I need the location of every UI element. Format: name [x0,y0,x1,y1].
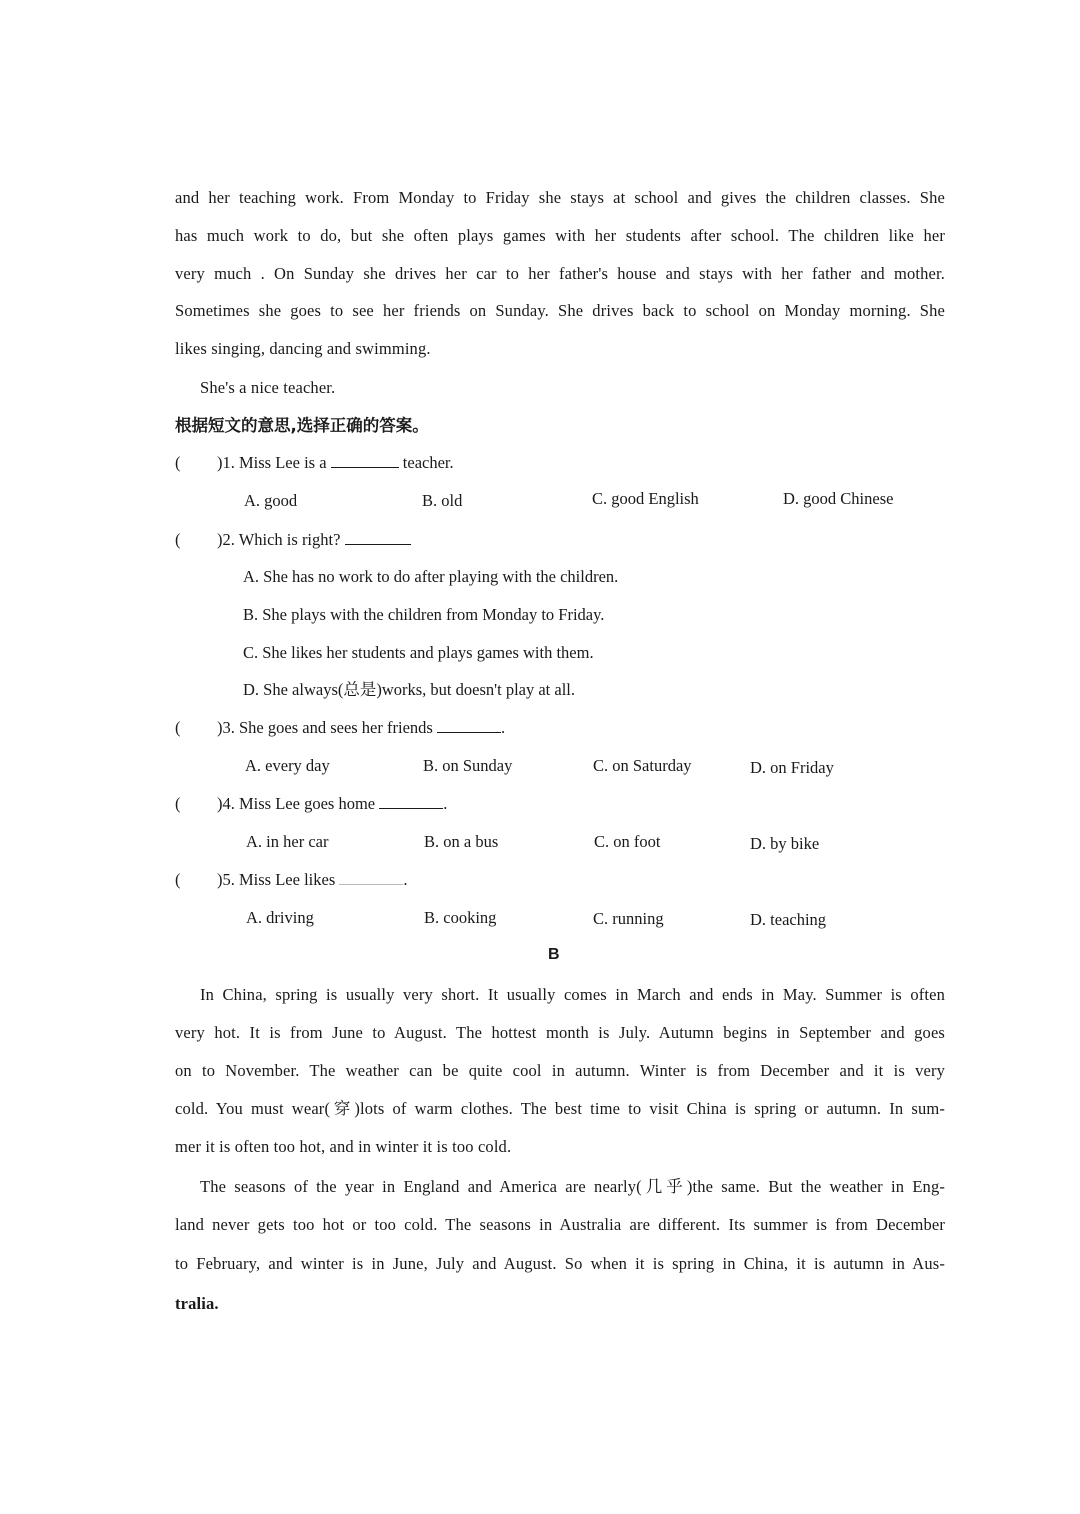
question-text: Miss Lee likes [239,870,336,889]
option: A. She has no work to do after playing with the children. [243,567,619,586]
option: B. cooking [424,908,497,927]
question-number: )2. [217,530,235,549]
answer-blank [379,794,443,809]
option: B. on Sunday [423,756,513,775]
option: C. She likes her students and plays games with them. [243,643,594,662]
option: D. on Friday [750,758,834,777]
option: C. running [593,909,664,928]
question-text: She goes and sees her friends [239,718,433,737]
question-after: . [443,794,448,813]
option: D. good Chinese [783,489,894,508]
question-after: . [403,870,408,889]
question-1 [175,452,454,474]
passage-a-line: likes singing, dancing and swimming. [175,339,431,358]
question-after: . [500,718,506,737]
passage-a-line: Sometimes she goes to see her friends on Sunday. She drives back to school on Monday morning. She [175,301,945,320]
passage-b-line: In China, spring is usually very short. It usually comes in March and ends in May. Summer is often [200,985,945,1004]
answer-paren: ( [175,453,181,472]
passage-b-line: cold. You must wear(穿)lots of warm clothes. The best time to visit China is spring or autumn. In sum- [175,1099,945,1118]
option: D. She always(总是)works, but doesn't play at all. [243,680,575,699]
answer-blank [437,718,501,733]
option: B. on a bus [424,832,499,851]
question-number: )1. [217,453,235,472]
question-number: )5. [217,870,235,889]
answer-blank [345,530,411,545]
answer-paren: ( [175,870,181,889]
option: C. on foot [594,832,661,851]
question-after: teacher. [402,453,454,472]
answer-paren: ( [175,794,181,813]
answer-blank [331,453,399,468]
question-text: Miss Lee goes home [239,794,376,813]
answer-paren: ( [175,530,181,549]
question-number: )4. [217,794,235,813]
question-number: )3. [217,718,235,737]
passage-a-line: and her teaching work. From Monday to Friday she stays at school and gives the children classes. She [175,188,945,207]
option: A. every day [245,756,330,775]
question-5 [175,869,408,891]
question-3 [175,717,505,739]
passage-a-line: She's a nice teacher. [200,378,336,397]
passage-b-line: mer it is often too hot, and in winter it is too cold. [175,1137,512,1156]
passage-a-line: has much work to do, but she often plays games with her students after school. The children like her [175,226,945,245]
instruction-text: 根据短文的意思,选择正确的答案。 [175,416,429,435]
passage-b-line: on to November. The weather can be quite cool in autumn. Winter is from December and it is very [175,1061,945,1080]
question-2 [175,529,411,551]
option: A. driving [246,908,314,927]
answer-blank [339,870,403,885]
passage-b-line: tralia. [175,1294,219,1313]
option: B. She plays with the children from Monday to Friday. [243,605,605,624]
passage-b-line: land never gets too hot or too cold. The seasons in Australia are different. Its summer is from December [175,1215,945,1234]
answer-paren: ( [175,718,181,737]
passage-b-line: very hot. It is from June to August. The hottest month is July. Autumn begins in September and goes [175,1023,945,1042]
passage-a-line: very much . On Sunday she drives her car to her father's house and stays with her father and mother. [175,264,945,283]
section-title: B [548,946,560,963]
option: C. on Saturday [593,756,692,775]
option: A. in her car [246,832,329,851]
option: C. good English [592,489,699,508]
passage-b-line: The seasons of the year in England and America are nearly(几乎)the same. But the weather in Eng- [200,1177,945,1196]
option: A. good [244,491,298,510]
passage-b-line: to February, and winter is in June, July and August. So when it is spring in China, it is autumn in Aus- [175,1254,945,1273]
question-4 [175,793,447,815]
option: D. by bike [750,834,820,853]
question-text: Miss Lee is a [239,453,327,472]
question-text: Which is right? [238,530,341,549]
option: B. old [422,491,463,510]
option: D. teaching [750,910,827,929]
